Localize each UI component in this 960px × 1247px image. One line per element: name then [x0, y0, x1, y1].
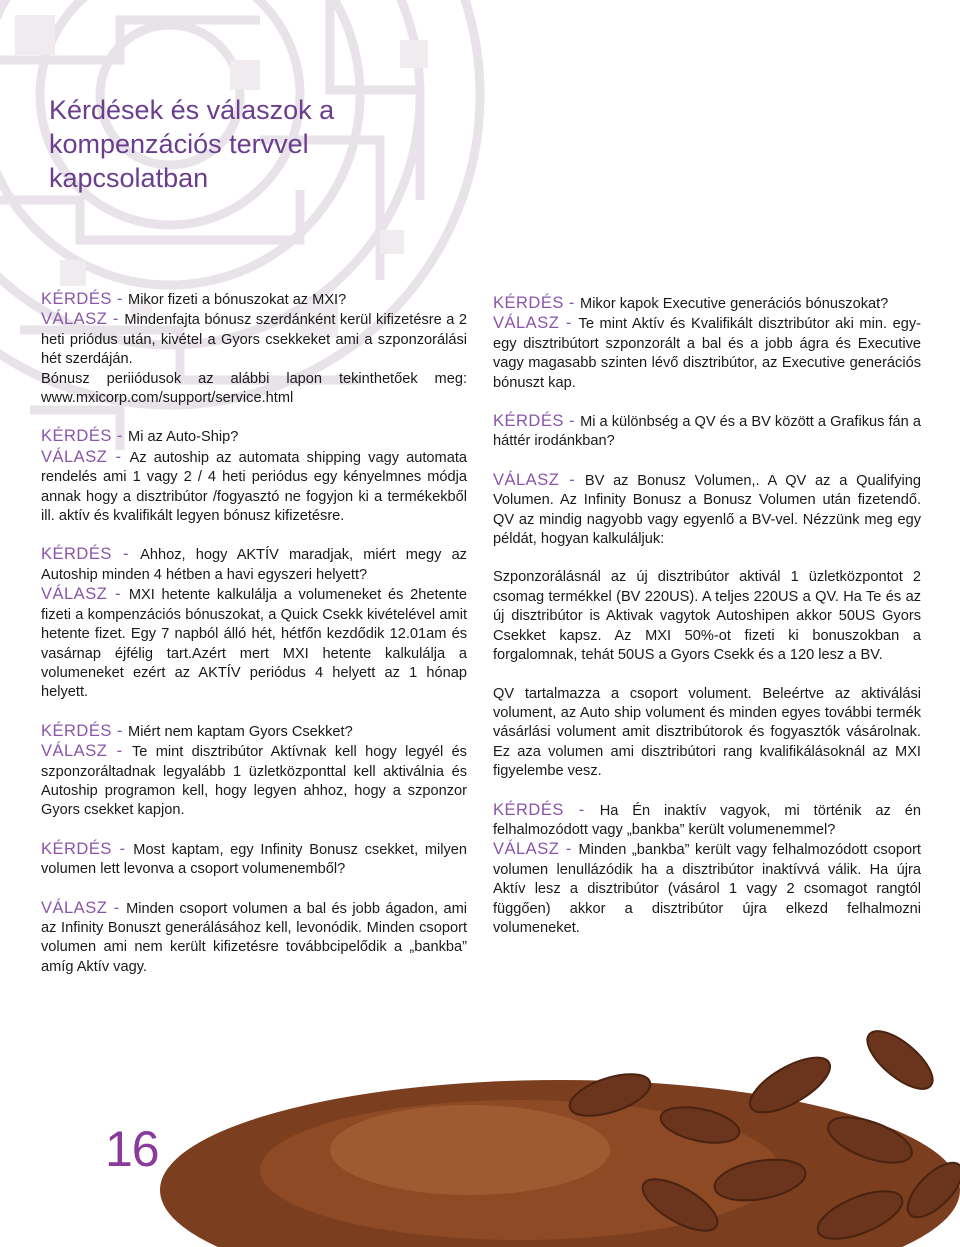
question — [493, 412, 921, 452]
question-text: Ahhoz, hogy AKTÍV maradjak, miért megy az Autoship minden 4 hétben a havi egyszeri helyett? — [41, 547, 467, 583]
example-paragraph: Szponzorálásnál az új disztribútor aktivál 1 üzletközpontot 2 csomag termékkel (BV 220US). A teljes 220US a QV. Ha Te és az új disztribútor is Aktivak vagytok Autoshipen akkor 50US Gyors Csekket kapsz. Az MXI 50%-ot fizeti ki bonuszokban a forgalomnak, tehát 50US a Gyors Csekk és a 120 lesz a BV. — [493, 569, 921, 664]
answer-label: VÁLASZ - — [493, 840, 579, 859]
question — [41, 722, 467, 742]
answer — [493, 471, 921, 550]
answer-text: BV az Bonusz Volumen,. A QV az a Qualifying Volumen. Az Infinity Bonusz a Bonusz Volumen után fizetendő. QV az mindig nagyobb vagy egyenlő a BV-vel. Nézzünk meg egy példát, hogyan kalkuláljuk: — [493, 472, 921, 548]
question — [41, 290, 467, 310]
answer — [41, 310, 467, 369]
question-text: Mikor fizeti a bónuszokat az MXI? — [128, 292, 347, 308]
qa-block — [41, 290, 467, 408]
question — [41, 840, 467, 880]
qa-block — [41, 427, 467, 526]
qa-block — [41, 545, 467, 702]
answer-label: VÁLASZ - — [41, 585, 129, 604]
answer-label: VÁLASZ - — [41, 310, 125, 329]
answer-label: VÁLASZ - — [41, 898, 127, 917]
question-label: KÉRDÉS - — [41, 839, 134, 858]
title-line: kapcsolatban — [49, 163, 209, 193]
answer-extra: Bónusz periiódusok az alábbi lapon tekinthetőek meg: www.mxicorp.com/support/service.html — [41, 370, 467, 407]
question-text: Mi az Auto-Ship? — [128, 429, 239, 446]
answer-text: Te mint disztribútor Aktívnak kell hogy legyél és szponzoráltadnak legyalább 1 üzletközponttal kell aktiválnia és Autoship programon kell, hogy legyen ahhoz, hogy a szponzor Gyors csekket kapjon. — [41, 744, 467, 819]
question-text: Mi a különbség a QV és a BV között a Grafikus fán a háttér irodánkban? — [493, 414, 921, 450]
question — [41, 427, 467, 447]
title-line: kompenzációs tervvel — [49, 129, 309, 159]
qv-paragraph: QV tartalmazza a csoport volument. Beleértve az aktiválási volument, az Auto ship volument és minden egyes további termék vásárlási volument amit disztribútorok és fogyasztók vásárolnak. Ez aza volumen ami disztribútori rang kvalifikálásoknál az MXI figyelembe vesz. — [493, 685, 921, 780]
answer-text: Az autoship az automata shipping vagy automata rendelés ami 1 vagy 2 / 4 heti periódus egy kényelmnes módja annak hogy a disztribútor /fogyasztó ne fogyjon ki a termékekből ill. aktív és kvalifikált legyen bónusz kifizetésre. — [41, 449, 467, 525]
question-label: KÉRDÉS - — [41, 427, 129, 446]
answer-label: VÁLASZ - — [41, 447, 130, 466]
question-label: KÉRDÉS - — [41, 721, 129, 740]
answer-text: Mindenfajta bónusz szerdánként kerül kifizetésre a 2 heti priódus után, kivétel a Gyors csekkeket ami a szponzorálási hét szerdáján. — [41, 312, 467, 368]
answer-text: Minden „bankba” került vagy felhalmozódott csoport volumen lenullázódik ha a disztribútor inaktívvá válik. Ha újra Aktív lesz a disztribútor (vásárol 1 vagy 2 csomagot rangtól függően) akkor a disztribútor újra elkezd felhalmozni volumeneket. — [493, 842, 921, 936]
question-label: KÉRDÉS - — [493, 412, 581, 431]
answer-label: VÁLASZ - — [41, 742, 133, 761]
question-text: Miért nem kaptam Gyors Csekket? — [128, 723, 353, 740]
answer — [493, 840, 921, 938]
left-column — [41, 290, 467, 996]
qa-block — [41, 840, 467, 977]
answer-label: VÁLASZ - — [493, 470, 585, 489]
question-label: KÉRDÉS - — [493, 294, 581, 312]
title-line: Kérdések és válaszok a — [49, 95, 335, 125]
question — [41, 545, 467, 585]
answer — [41, 585, 467, 702]
page-title — [49, 93, 429, 195]
qa-block — [493, 801, 921, 939]
answer-text: Minden csoport volumen a bal és jobb ágadon, ami az Infinity Bonuszt generálásához kell, levonódik. Minden csoport volumen ami nem került kifizetésre továbbcipelődik a „bankba” amíg Aktív vagy. — [41, 900, 467, 975]
qa-block — [41, 722, 467, 821]
answer-text: MXI hetente kalkulálja a volumeneket és 2hetente fizeti a kompenzációs bónuszokat, a Quick Csekk kivételével amit hetente fizet. Egy 7 napból álló hét, hétfőn kezdődik 12.01am és vasárnap éjfélig tart.Azért mert MXI hetente kalkulálja a volumeneket ezért az AKTÍV periódus 4 helyett az 1 hónap helyett. — [41, 587, 467, 701]
page-number: 16 — [105, 1121, 159, 1177]
answer — [493, 314, 921, 393]
question-text: Mikor kapok Executive generációs bónuszokat? — [580, 296, 889, 312]
answer — [41, 448, 467, 527]
question-text: Ha Én inaktív vagyok, mi történik az én felhalmozódott vagy „bankba” került volumenemmel? — [493, 802, 921, 838]
question — [493, 294, 921, 314]
answer-label: VÁLASZ - — [493, 314, 579, 333]
answer — [41, 742, 467, 821]
right-column — [493, 294, 921, 957]
answer-text: Te mint Aktív és Kvalifikált disztribútor aki min. egy-egy disztribútort szponzorált a bal és a jobb ágra és Executive vagy magasabb szinten lévő disztribútor, az Executive generációs bónuszt kap. — [493, 316, 921, 391]
question — [493, 801, 921, 841]
qa-block — [493, 294, 921, 393]
question-text: Most kaptam, egy Infinity Bonusz csekket, milyen volumen lett levonva a csoport volumenemből? — [41, 841, 467, 878]
question-label: KÉRDÉS - — [493, 800, 600, 819]
question-label: KÉRDÉS - — [41, 545, 141, 564]
question-label: KÉRDÉS - — [41, 290, 129, 308]
answer — [41, 899, 467, 978]
qa-block — [493, 412, 921, 549]
